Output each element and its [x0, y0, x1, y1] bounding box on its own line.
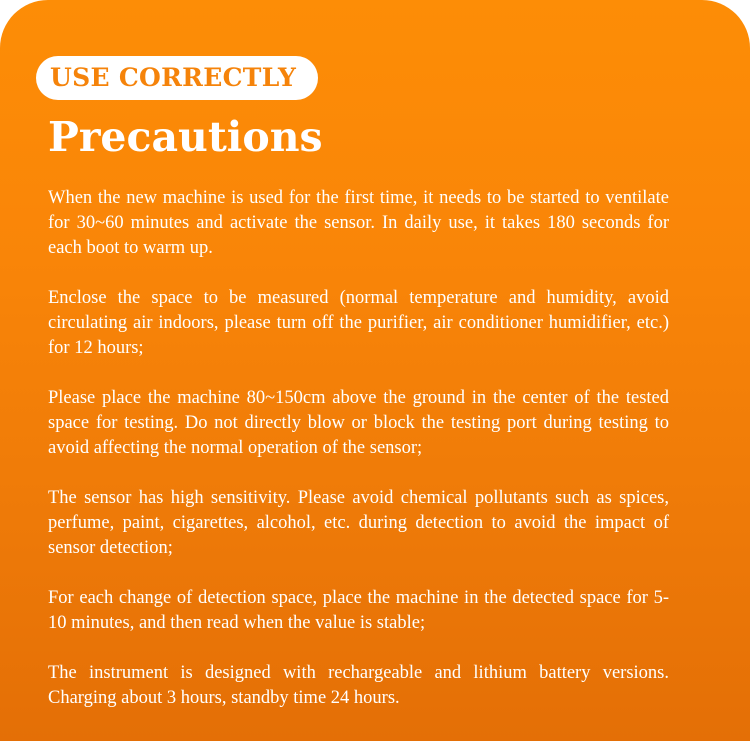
- precaution-paragraph-sensitivity: The sensor has high sensitivity. Please avoid chemical pollutants such as spices, perfume, paint, cigarettes, alcohol, etc. during detection to avoid the impact of sensor detection;: [48, 488, 669, 558]
- use-correctly-badge: USE CORRECTLY: [36, 56, 318, 100]
- precaution-paragraph-enclose-space: Enclose the space to be measured (normal temperature and humidity, avoid circulating air indoors, please turn off the purifier, air conditioner humidifier, etc.) for 12 hours;: [48, 288, 669, 358]
- page-title: Precautions: [48, 113, 323, 161]
- precaution-paragraph-first-use: When the new machine is used for the first time, it needs to be started to ventilate for 30~60 minutes and activate the sensor. In daily use, it takes 180 seconds for each boot to warm up.: [48, 188, 669, 258]
- precaution-paragraph-placement: Please place the machine 80~150cm above the ground in the center of the tested space for testing. Do not directly blow or block the testing port during testing to avoid affecting the normal operation of the sensor;: [48, 388, 669, 458]
- precautions-list: [48, 186, 669, 711]
- precaution-paragraph-battery: The instrument is designed with rechargeable and lithium battery versions. Charging about 3 hours, standby time 24 hours.: [48, 663, 669, 708]
- precaution-paragraph-space-change: For each change of detection space, place the machine in the detected space for 5-10 minutes, and then read when the value is stable;: [48, 588, 669, 633]
